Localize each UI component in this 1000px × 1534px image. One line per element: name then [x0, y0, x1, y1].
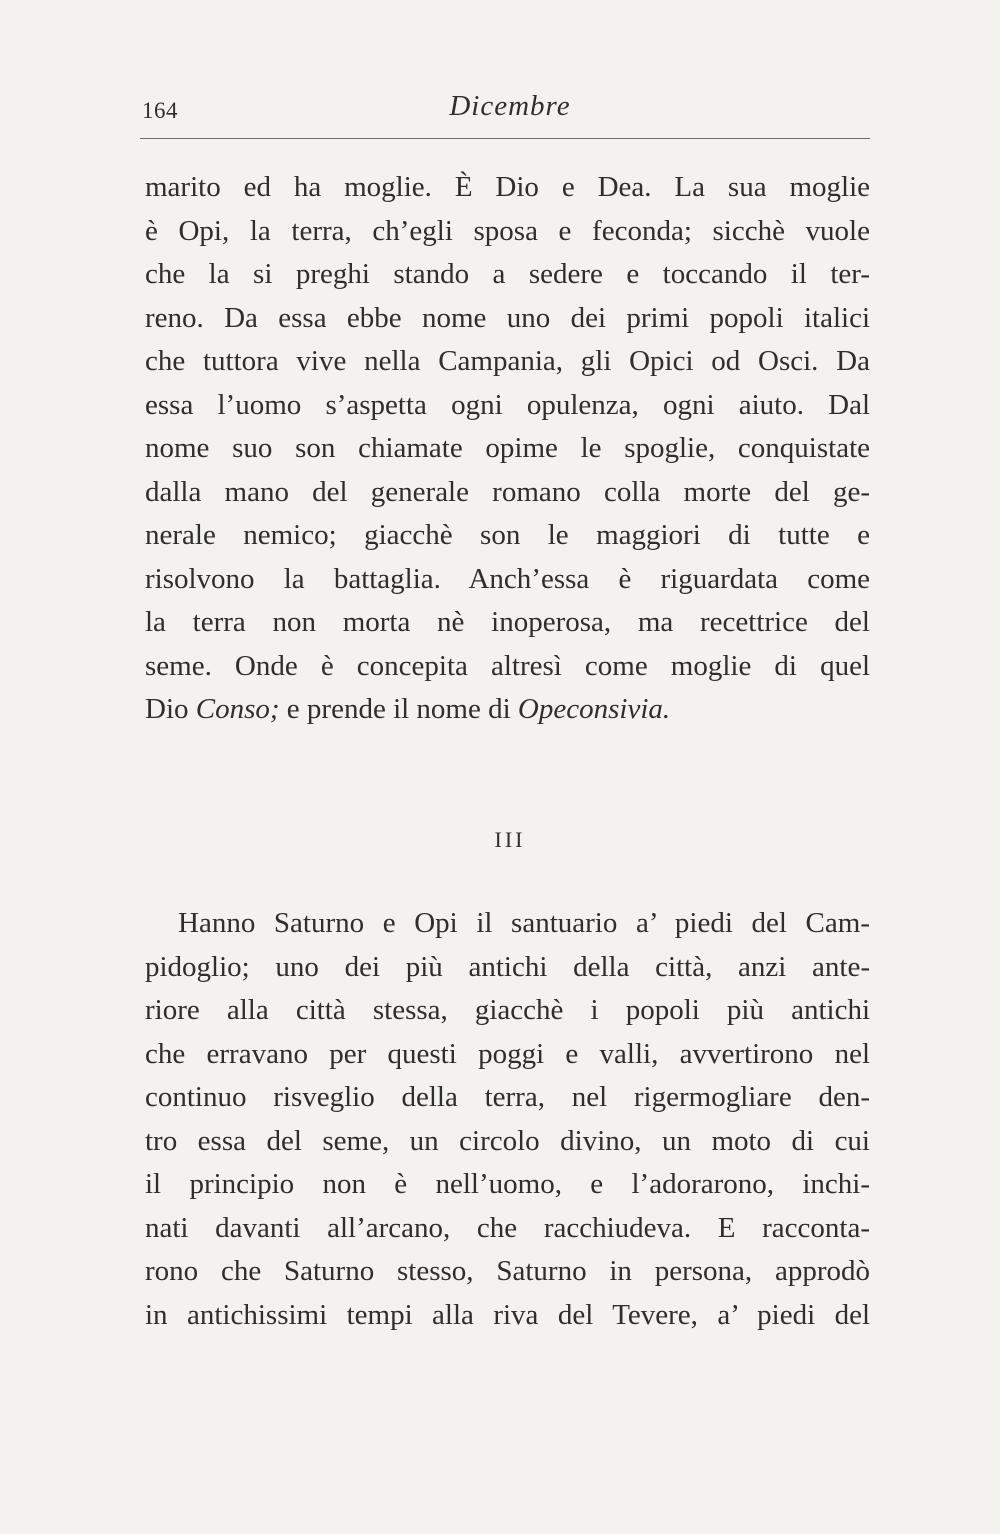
text-line: Hanno Saturno e Opi il santuario a’ piedi del Cam- [178, 907, 870, 939]
text-run: e prende il nome di [279, 693, 518, 725]
italic-term-conso: Conso; [195, 693, 280, 725]
text-line: nome suo son chiamate opime le spoglie, conquistate [145, 432, 870, 464]
text-line: che la si preghi stando a sedere e toccando il ter- [145, 258, 870, 290]
text-line: tro essa del seme, un circolo divino, un moto di cui [145, 1124, 870, 1157]
text-line: in antichissimi tempi alla riva del Tevere, a’ piedi del [145, 1298, 870, 1331]
running-title: Dicembre [449, 90, 571, 122]
text-line: rono che Saturno stesso, Saturno in persona, approdò [145, 1255, 870, 1287]
text-run: Dio [145, 693, 196, 725]
paragraph-continued [145, 166, 870, 732]
text-line: il principio non è nell’uomo, e l’adorarono, inchi- [145, 1168, 870, 1200]
text-line: reno. Da essa ebbe nome uno dei primi popoli italici [145, 301, 870, 334]
text-line: la terra non morta nè inoperosa, ma recettrice del [145, 606, 870, 638]
page-number: 164 [142, 98, 178, 123]
text-line: nerale nemico; giacchè son le maggiori di tutte e [145, 519, 870, 551]
text-line: dalla mano del generale romano colla morte del ge- [145, 475, 870, 508]
text-line: risolvono la battaglia. Anch’essa è riguardata come [145, 562, 870, 595]
section-heading: III [494, 827, 526, 852]
paragraph-section-iii [145, 902, 870, 1337]
text-line: essa l’uomo s’aspetta ogni opulenza, ogni aiuto. Dal [145, 388, 870, 421]
text-line: pidoglio; uno dei più antichi della città, anzi ante- [145, 950, 870, 983]
header-rule [140, 138, 870, 139]
text-line: nati davanti all’arcano, che racchiudeva. E racconta- [145, 1211, 870, 1244]
text-line: è Opi, la terra, ch’egli sposa e feconda; sicchè vuole [145, 214, 870, 247]
text-line: seme. Onde è concepita altresì come moglie di quel [145, 649, 870, 682]
text-line: che erravano per questi poggi e valli, avvertirono nel [145, 1037, 870, 1070]
text-line: riore alla città stessa, giacchè i popoli più antichi [145, 994, 870, 1026]
text-line: marito ed ha moglie. È Dio e Dea. La sua moglie [145, 171, 870, 203]
text-line-last [145, 688, 870, 732]
text-line: continuo risveglio della terra, nel rigermogliare den- [145, 1081, 870, 1113]
italic-term-opeconsivia: Opeconsivia. [517, 693, 671, 725]
text-line: che tuttora vive nella Campania, gli Opici od Osci. Da [145, 345, 870, 377]
